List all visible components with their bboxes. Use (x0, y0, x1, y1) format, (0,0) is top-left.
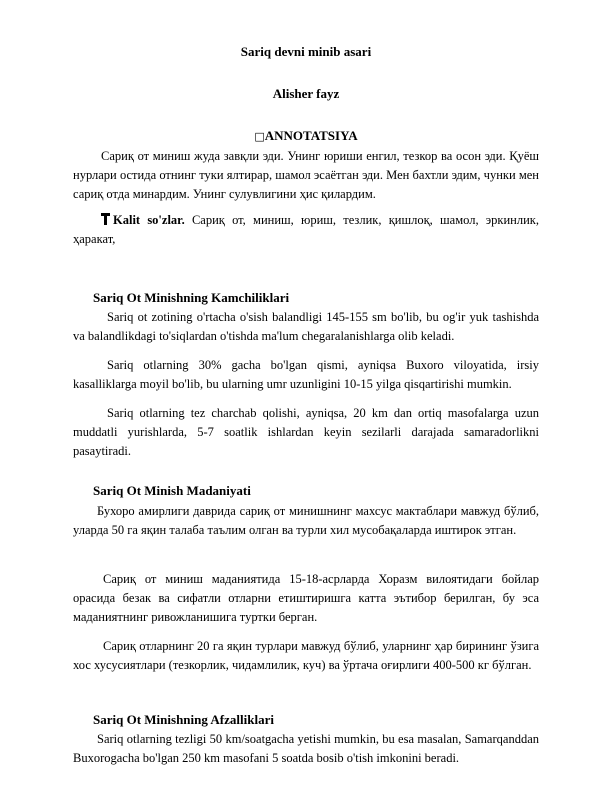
kamchiliklari-p2-text: Sariq otlarning 30% gacha bo'lgan qismi, ayniqsa Buxoro viloyatida, irsiy kasalliklarga moyil bo'lib, bu ularning umr uzunligini 10-15 yilga qisqartirishi mumkin. (73, 358, 539, 391)
kamchiliklari-paragraph-2 (73, 356, 539, 394)
madaniyati-paragraph-1 (73, 502, 539, 540)
kamchiliklari-p3-text: Sariq otlarning tez charchab qolishi, ayniqsa, 20 km dan ortiq masofalarga uzun muddatli yurishlarda, 5-7 soatlik ishlardan keyin sezilarli darajada samaradorlikni pasaytiradi. (73, 406, 539, 458)
annotation-glyph: □ (254, 130, 265, 143)
keywords-list: Сариқ от, миниш, юриш, тезлик, қишлоқ, шамол, эркинлик, ҳаракат, (73, 213, 539, 246)
pushpin-icon (101, 213, 111, 225)
section-heading-afzalliklari: Sariq Ot Minishning Afzalliklari (93, 712, 274, 727)
annotation-heading-text: ANNOTATSIYA (264, 128, 358, 143)
afzalliklari-paragraph-1 (73, 730, 539, 768)
document-title: Sariq devni minib asari (240, 44, 372, 59)
section-heading-kamchiliklari: Sariq Ot Minishning Kamchiliklari (93, 290, 290, 305)
annotation-body: Сариқ от миниш жуда завқли эди. Унинг юриши енгил, тезкор ва осон эди. Қуёш нурлари остида отнинг туки ялтирар, шамол эсаётган эди. Мен бахтли эдим, чунки мен сариқ отда минардим. Унинг сулувлигини ҳис қилардим. (73, 149, 539, 201)
madaniyati-paragraph-2 (73, 570, 539, 627)
section-heading-madaniyati: Sariq Ot Minish Madaniyati (93, 483, 251, 498)
keywords-label: Kalit so'zlar. (113, 213, 185, 227)
afzalliklari-p1-text: Sariq otlarning tezligi 50 km/soatgacha yetishi mumkin, bu esa masalan, Samarqanddan Buxorogacha bo'lgan 250 km masofani 5 soatda bosib o'tish imkonini beradi. (73, 732, 539, 765)
madaniyati-p1-text: Бухоро амирлиги даврида сариқ от минишнинг махсус мактаблари мавжуд бўлиб, уларда 50 га яқин талаба таълим олган ва турли хил мусобақаларда иштирок этган. (73, 504, 539, 537)
madaniyati-paragraph-3 (73, 637, 539, 675)
kamchiliklari-paragraph-3 (73, 404, 539, 461)
kamchiliklari-paragraph-1 (73, 308, 539, 346)
keywords-paragraph (73, 211, 539, 249)
annotation-heading (0, 128, 612, 144)
madaniyati-p3-text: Сариқ отларнинг 20 га яқин турлари мавжуд бўлиб, уларнинг ҳар бирининг ўзига хос хусусиятлари (тезкорлик, чидамлилик, куч) ва ўртача оғирлиги 400-500 кг бўлган. (73, 639, 539, 672)
annotation-text (73, 147, 539, 204)
author-name: Alisher fayz (272, 86, 340, 101)
madaniyati-p2-text: Сариқ от миниш маданиятида 15-18-асрларда Хоразм вилоятидаги бойлар орасида безак ва сифатли отларни етиштиришга катта эътибор берилган, бу эса маданиятнинг ривожланишига туртки берган. (73, 572, 539, 624)
kamchiliklari-p1-text: Sariq ot zotining o'rtacha o'sish balandligi 145-155 sm bo'lib, bu og'ir yuk tashishda va balandlikdagi to'siqlardan o'tishda ma'lum chegaralanishlarga olib keladi. (73, 310, 539, 343)
